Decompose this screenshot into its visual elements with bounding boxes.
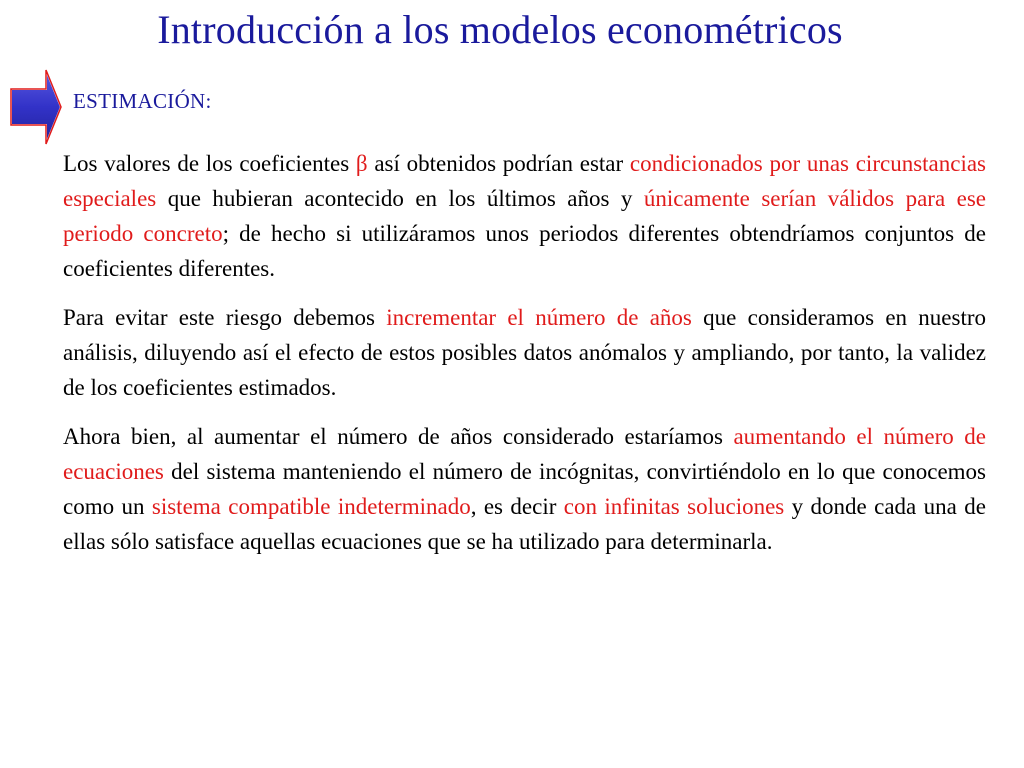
slide-body bbox=[63, 146, 986, 573]
highlighted-phrase: únicamente serían válidos para ese periodo concreto bbox=[63, 186, 986, 246]
right-arrow-icon bbox=[8, 67, 64, 147]
text-segment: que consideramos en nuestro análisis, diluyendo así el efecto de estos posibles datos anómalos y ampliando, por tanto, la validez de los coeficientes estimados. bbox=[63, 305, 987, 400]
paragraph-1 bbox=[63, 146, 986, 286]
text-segment: ; de hecho si utilizáramos unos periodos diferentes obtendríamos conjuntos de coeficientes diferentes. bbox=[63, 221, 986, 281]
beta-symbol: β bbox=[355, 151, 368, 176]
text-segment: Para evitar este riesgo debemos bbox=[63, 305, 387, 330]
paragraph-2 bbox=[63, 300, 986, 405]
highlighted-phrase: con infinitas soluciones bbox=[563, 494, 785, 519]
highlighted-phrase: sistema compatible indeterminado bbox=[151, 494, 471, 519]
text-segment: así obtenidos podrían estar bbox=[367, 151, 630, 176]
section-label: ESTIMACIÓN: bbox=[73, 89, 212, 113]
text-segment: Los valores de los coeficientes bbox=[63, 151, 356, 176]
highlighted-phrase: condicionados por unas circunstancias especiales bbox=[63, 151, 987, 211]
text-segment: del sistema manteniendo el número de incógnitas, convirtiéndolo en lo que conocemos como un bbox=[63, 459, 986, 519]
highlighted-phrase: aumentando el número de ecuaciones bbox=[63, 424, 986, 484]
text-segment: Ahora bien, al aumentar el número de años considerado estaríamos bbox=[63, 424, 734, 449]
text-segment: , es decir bbox=[470, 494, 564, 519]
text-segment: y donde cada una de ellas sólo satisface aquellas ecuaciones que se ha utilizado para determinarla. bbox=[63, 494, 986, 554]
text-segment: que hubieran acontecido en los últimos años y bbox=[156, 186, 644, 211]
highlighted-phrase: incrementar el número de años bbox=[386, 305, 692, 330]
slide-title: Introducción a los modelos econométricos bbox=[157, 7, 843, 52]
paragraph-3 bbox=[63, 419, 986, 559]
